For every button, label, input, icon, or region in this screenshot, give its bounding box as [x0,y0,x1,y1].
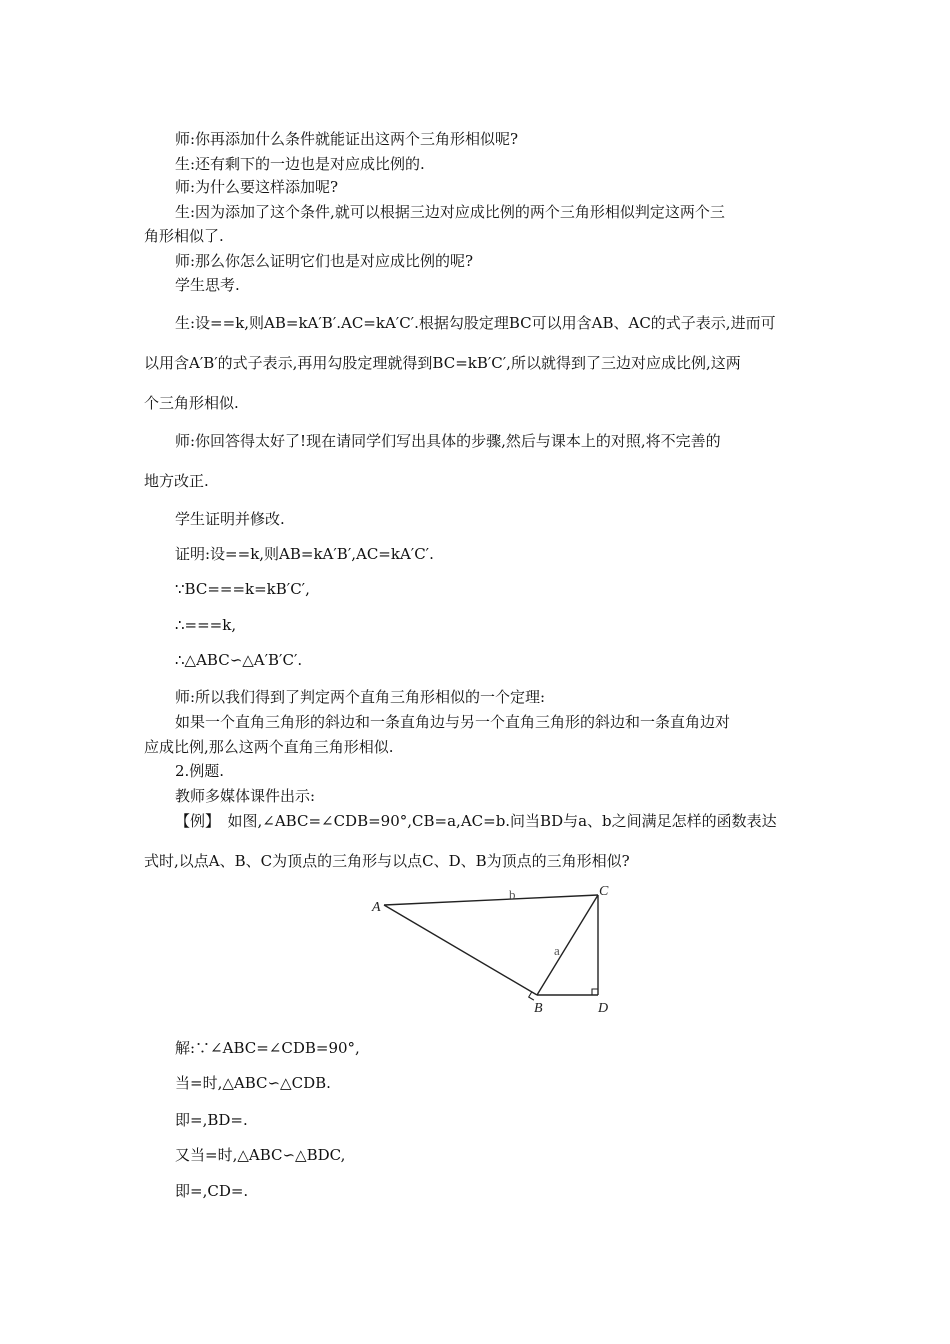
solution-line: 解:∵∠ABC=∠CDB=90°, [175,1039,360,1057]
text-line: 师:你再添加什么条件就能证出这两个三角形相似呢? [175,130,519,148]
segment-ac [384,895,598,905]
point-label-a: A [372,900,381,915]
point-label-b: B [534,1001,543,1016]
theorem-line: 如果一个直角三角形的斜边和一条直角边与另一个直角三角形的斜边和一条直角边对 [175,713,731,731]
text-line: 师:那么你怎么证明它们也是对应成比例的呢? [175,252,474,270]
figure-lines [384,895,598,995]
side-label-a: a [554,943,560,958]
side-label-b: b [509,887,516,902]
triangle-figure [360,878,620,1018]
text-line: 角形相似了. [144,227,224,245]
point-label-d: D [598,1001,609,1016]
text-line: 生:还有剩下的一边也是对应成比例的. [175,155,425,173]
text-line: 师:你回答得太好了!现在请同学们写出具体的步骤,然后与课本上的对照,将不完善的 [175,432,721,450]
solution-line: 即=,BD=. [175,1111,248,1129]
right-angle-mark-d [592,989,598,995]
solution-line: 又当=时,△ABC∽△BDC, [175,1146,346,1164]
point-label-c: C [599,884,609,899]
text-line: 生:设==k,则AB=kA′B′.AC=kA′C′.根据勾股定理BC可以用含AB、AC的式子表示,进而可 [175,314,776,332]
segment-bc [537,895,598,995]
proof-line: ∴===k, [175,616,237,634]
section-heading: 2.例题. [175,762,225,780]
text-line: 学生思考. [175,276,240,294]
segment-ab [384,905,537,995]
theorem-line: 应成比例,那么这两个直角三角形相似. [144,738,394,756]
solution-line: 即=,CD=. [175,1182,249,1200]
solution-line: 当=时,△ABC∽△CDB. [175,1074,331,1092]
example-line: 【例】 如图,∠ABC=∠CDB=90°,CB=a,AC=b.问当BD与a、b之间满足怎样的函数表达 [175,812,777,830]
example-line: 式时,以点A、B、C为顶点的三角形与以点C、D、B为顶点的三角形相似? [144,852,630,870]
proof-line: 证明:设==k,则AB=kA′B′,AC=kA′C′. [175,545,434,563]
text-line: 个三角形相似. [144,394,239,412]
text-line: 学生证明并修改. [175,510,285,528]
proof-line: ∵BC===k=kB′C′, [175,580,310,598]
text-line: 以用含A′B′的式子表示,再用勾股定理就得到BC=kB′C′,所以就得到了三边对应成比例,这两 [144,354,741,372]
text-line: 生:因为添加了这个条件,就可以根据三边对应成比例的两个三角形相似判定这两个三 [175,203,725,221]
text-line: 地方改正. [144,472,209,490]
proof-line: ∴△ABC∽△A′B′C′. [175,651,303,669]
text-line: 师:为什么要这样添加呢? [175,178,339,196]
text-line: 师:所以我们得到了判定两个直角三角形相似的一个定理: [175,688,546,706]
text-line: 教师多媒体课件出示: [175,787,316,805]
